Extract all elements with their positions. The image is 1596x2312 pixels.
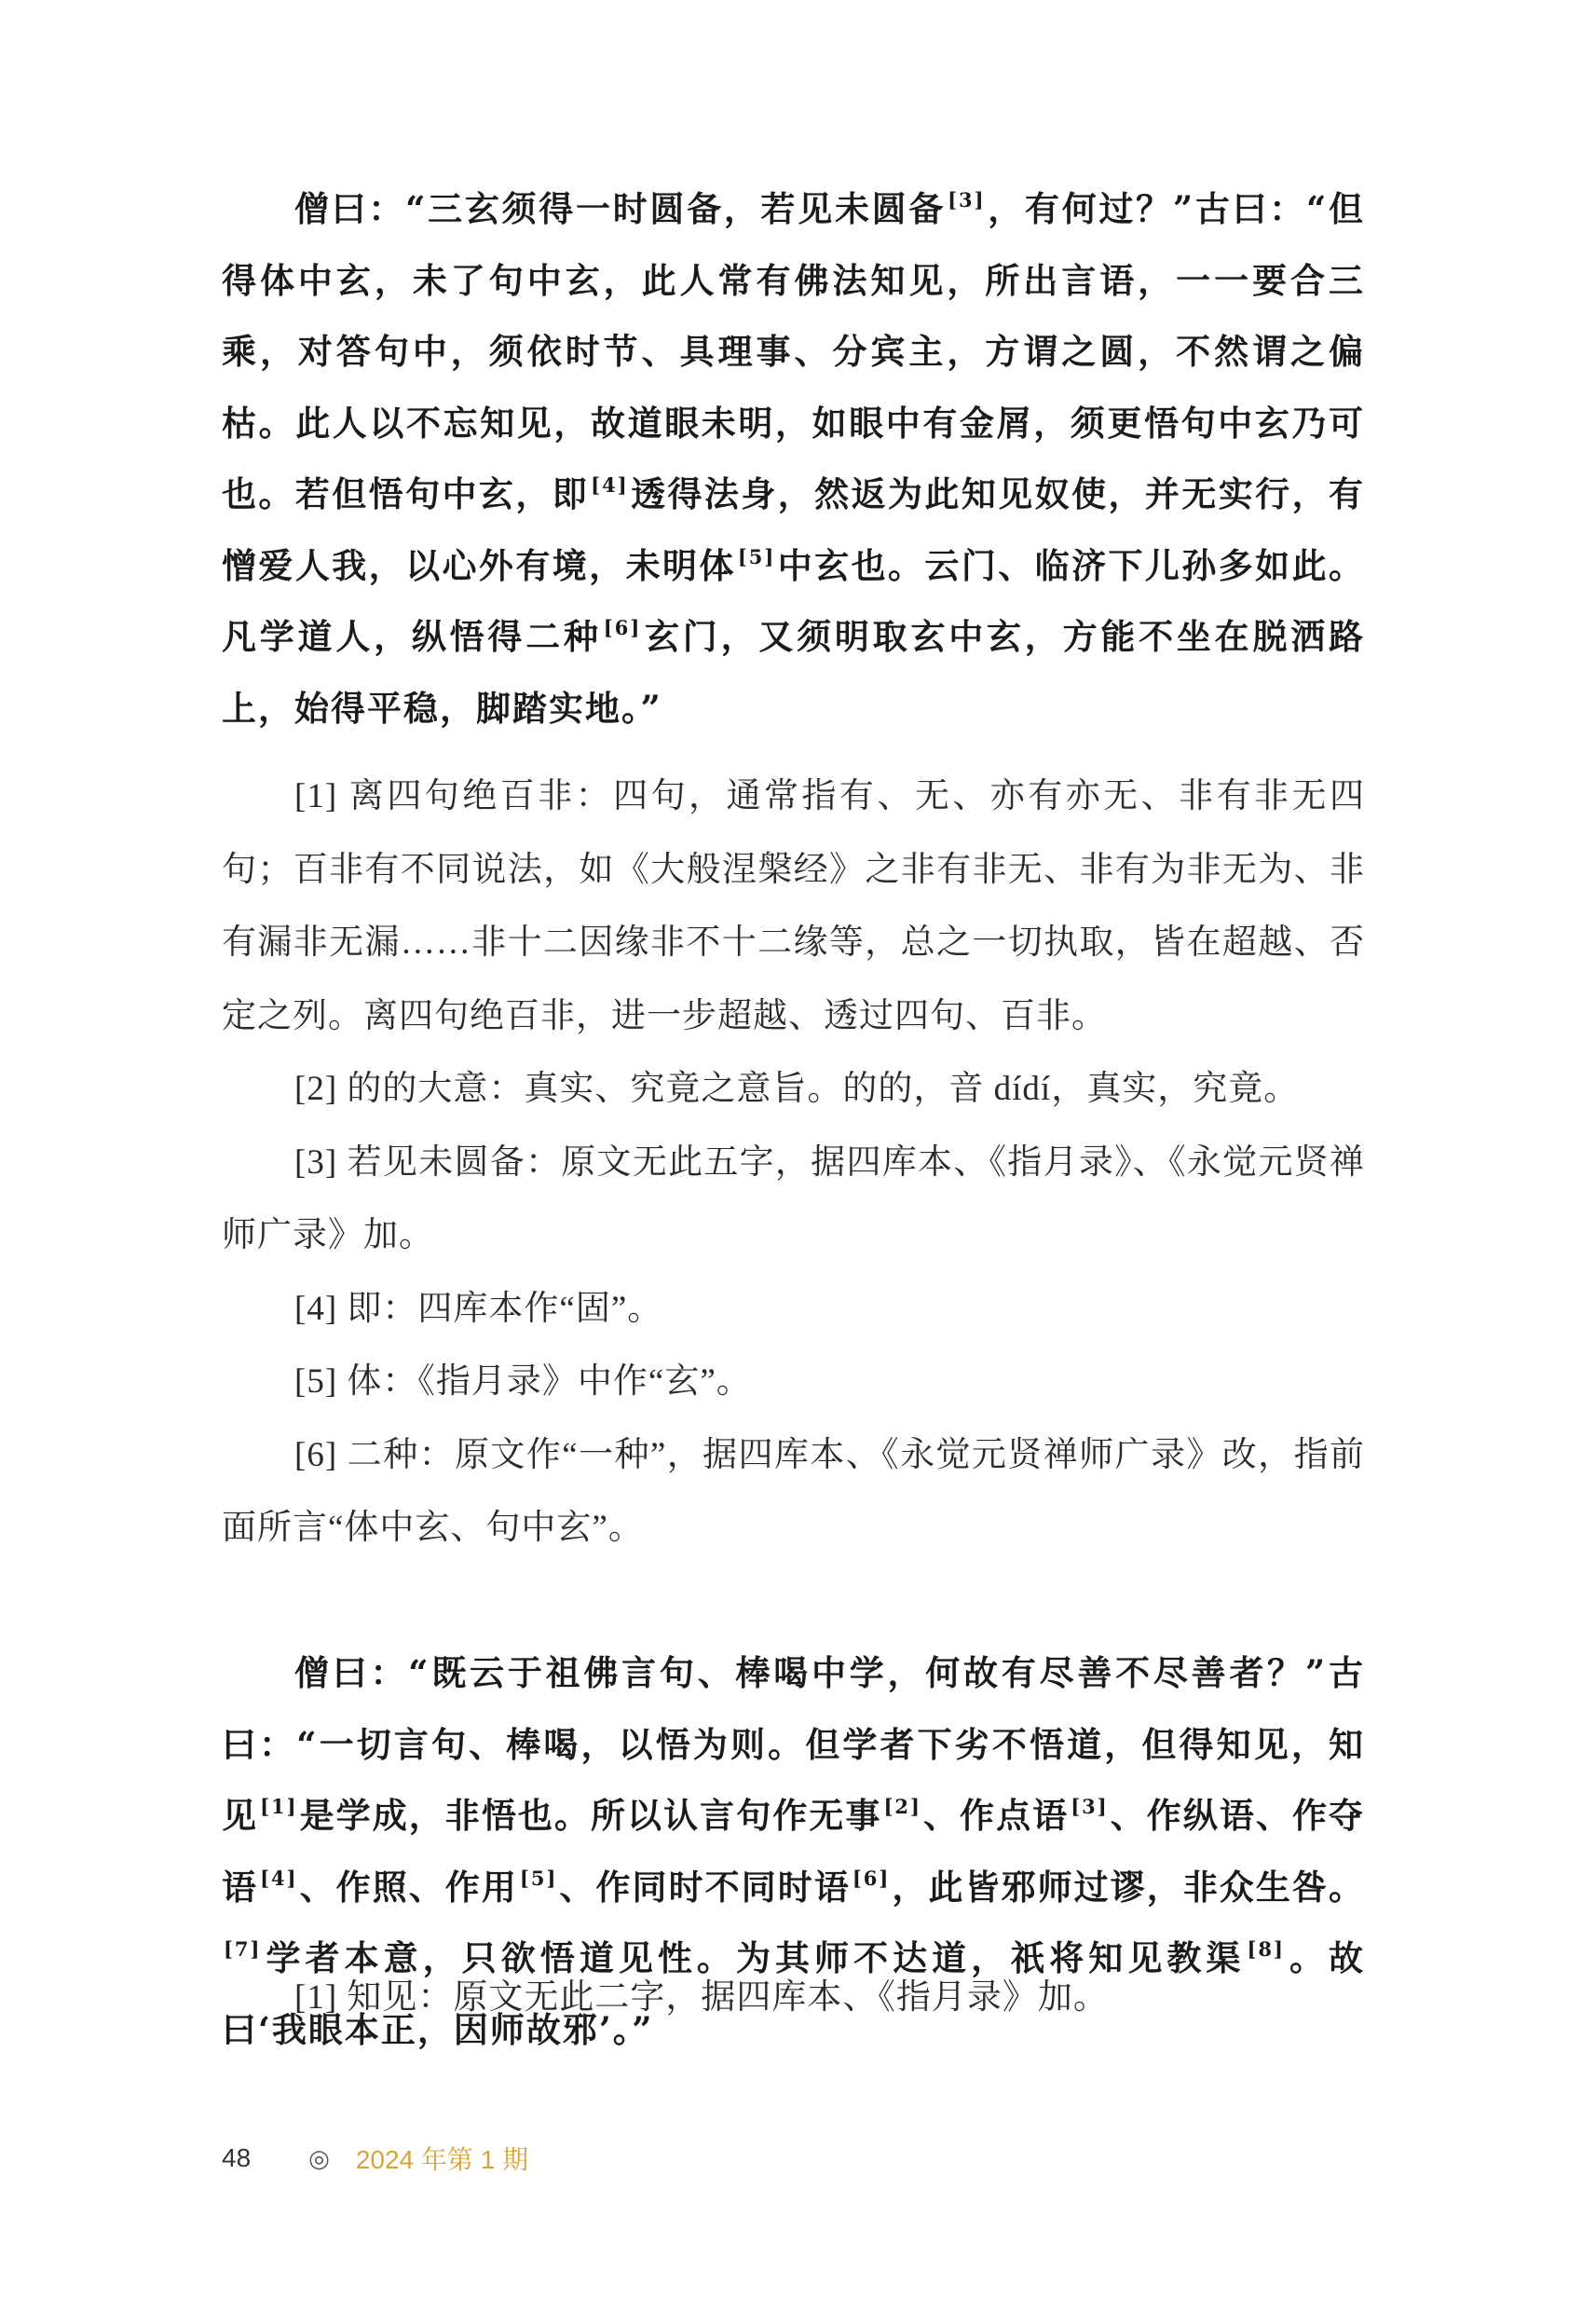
footnote-4: [4] 即：四库本作“固”。 [294, 1289, 663, 1328]
notes-1 [222, 760, 1365, 1566]
page-footer [222, 2140, 528, 2177]
footnote-mark[interactable]: [2] [883, 1795, 921, 1818]
footnote-1: [1] 知见：原文无此二字，据四库本、《指月录》加。 [294, 1978, 1109, 2017]
footnote-mark[interactable]: [5] [737, 544, 776, 568]
footnote-5: [5] 体：《指月录》中作“玄”。 [294, 1362, 752, 1401]
footnote-mark[interactable]: [3] [948, 188, 986, 212]
footnote-2: [2] 的的大意：真实、究竟之意旨。的的，音 dídí，真实，究竟。 [294, 1070, 1300, 1108]
page-number: 48 [222, 2143, 252, 2172]
footnote-mark[interactable]: [1] [260, 1795, 298, 1818]
footnote-mark[interactable]: [3] [1071, 1795, 1109, 1818]
footnote-mark[interactable]: [6] [603, 616, 642, 639]
footnote-6: [6] 二种：原文作“一种”，据四库本、《永觉元贤禅师广录》改，指前面所言“体中玄、句中玄”。 [222, 1435, 1365, 1547]
footnote-mark[interactable]: [8] [1247, 1937, 1285, 1961]
notes-2 [222, 1962, 1365, 2035]
circle-icon: ◎ [308, 2143, 330, 2172]
footnote-3: [3] 若见未圆备：原文无此五字，据四库本、《指月录》、《永觉元贤禅师广录》加。 [222, 1142, 1365, 1254]
footnote-mark[interactable]: [6] [852, 1866, 891, 1890]
footnote-mark[interactable]: [4] [260, 1866, 298, 1890]
footnote-mark[interactable]: [5] [519, 1866, 558, 1890]
passage-1-text: 僧曰：“三玄须得一时圆备，若见未圆备[3]，有何过？”古曰：“但得体中玄，未了句中玄，此人常有佛法知见，所出言语，一一要合三乘，对答句中，须依时节、具理事、分宾主，方谓之圆，不然谓之偏枯。此人以不忘知见，故道眼未明，如眼中有金屑，须更悟句中玄乃可也。若但悟句中玄，即[4]透得法身，然返为此知见奴使，并无实行，有憎爱人我，以心外有境，未明体[5]中玄也。云门、临济下儿孙多如此。凡学道人，纵悟得二种[6]玄门，又须明取玄中玄，方能不坐在脱洒路上，始得平稳，脚踏实地。” [222, 188, 1366, 729]
passage-2-text: 僧曰：“既云于祖佛言句、棒喝中学，何故有尽善不尽善者？”古曰：“一切言句、棒喝，以悟为则。但学者下劣不悟道，但得知见，知见[1]是学成，非悟也。所以认言句作无事[2]、作点语[3]、作纵语、作夺语[4]、作照、作用[5]、作同时不同时语[6]，此皆邪师过谬，非众生咎。[7]学者本意，只欲悟道见性。为其师不达道，祇将知见教渠[8]。故曰‘我眼本正，因师故邪’。” [222, 1652, 1366, 2050]
passage-1 [222, 173, 1365, 744]
footnote-1: [1] 离四句绝百非：四句，通常指有、无、亦有亦无、非有非无四句；百非有不同说法，如《大般涅槃经》之非有非无、非有为非无为、非有漏非无漏……非十二因缘非不十二缘等，总之一切执取，皆在超越、否定之列。离四句绝百非，进一步超越、透过四句、百非。 [222, 777, 1365, 1035]
footnote-mark[interactable]: [7] [224, 1937, 262, 1961]
footnote-mark[interactable]: [4] [591, 473, 629, 497]
issue-label: 2024 年第 1 期 [355, 2145, 529, 2174]
